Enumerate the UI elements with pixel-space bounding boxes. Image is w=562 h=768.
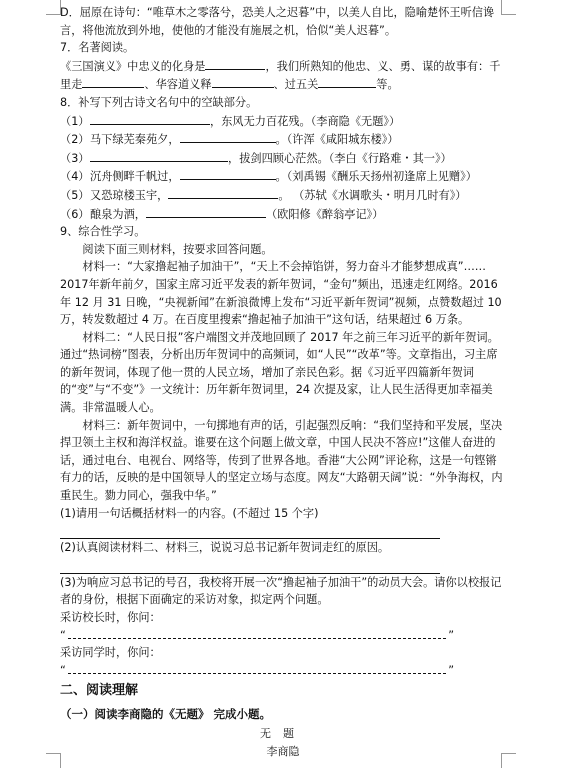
fill-item-4: （4） 沉舟侧畔千帆过， 。（刘禹锡《酬乐天扬州初逢席上见赠》） bbox=[60, 167, 506, 186]
fill-item-2: （2） 马下绿芜秦苑夕， 。（许浑《咸阳城东楼》） bbox=[60, 130, 506, 149]
blank[interactable] bbox=[90, 112, 210, 125]
answer-dash-line bbox=[68, 638, 446, 639]
fill-item-3: （3） ，拔剑四顾心茫然。（李白《行路难・其一》） bbox=[60, 149, 506, 168]
blank[interactable] bbox=[205, 57, 265, 70]
fill-item-6: （6） 酿泉为酒， （欧阳修《醉翁亭记》） bbox=[60, 205, 506, 224]
interview-student-label: 采访同学时，你问： bbox=[60, 646, 161, 660]
fill-item-1: （1） ，东风无力百花残。（李商隐《无题》） bbox=[60, 112, 506, 131]
poem-author: 李商隐 bbox=[266, 744, 300, 758]
answer-line-1[interactable] bbox=[60, 525, 440, 539]
fill-item-5: （5） 又恐琼楼玉宇， 。 （苏轼《水调歌头・明月几时有》） bbox=[60, 186, 506, 205]
sub-question-1: (1)请用一句话概括材料一的内容。(不超过 15 个字) bbox=[60, 506, 319, 520]
blank[interactable] bbox=[146, 205, 266, 218]
document-body bbox=[60, 4, 506, 761]
option-d: D．屈原在诗句：“唯草木之零落兮，恐美人之迟暮”中，以美人自比，隐喻楚怀王听信谗言，将他流放到外地，使他的才能没有施展之机，恰似“美人迟暮”。 bbox=[60, 6, 495, 37]
section-2-title: 二、阅读理解 bbox=[60, 683, 139, 699]
question-8-label: 8．补写下列古诗文名句中的空缺部分。 bbox=[60, 95, 258, 109]
question-9-label: 9、综合性学习。 bbox=[60, 225, 146, 239]
interview-principal-answer[interactable]: “ ” bbox=[60, 628, 454, 642]
crop-mark-bottom-left bbox=[46, 753, 61, 768]
answer-dash-line bbox=[68, 673, 446, 674]
material-1: 材料一：“大家撸起袖子加油干”，“天上不会掉馅饼，努力奋斗才能梦想成真”……2017年新年前夕，国家主席习近平发表的新年贺词，“金句”频出，迅速走红网络。2016 年 12 月 31 日晚，“央视新闻”在新浪微博上发布“习近平新年贺词”视频，点赞数超过 10 万，转发数超过 4 万。在百度里搜索“撸起袖子加油干”这句话，结果超过 6 万条。 bbox=[60, 260, 502, 327]
poem-title: 无题 bbox=[260, 727, 306, 741]
sub-question-3: (3)为响应习总书记的号召，我校将开展一次“撸起袖子加油干”的动员大会。请你以校报记者的身份，根据下面确定的采访对象，拟定两个问题。 bbox=[60, 575, 502, 607]
blank[interactable] bbox=[90, 149, 228, 162]
blank[interactable] bbox=[168, 186, 278, 199]
question-9-intro: 阅读下面三则材料，按要求回答问题。 bbox=[82, 242, 273, 256]
interview-principal-label: 采访校长时，你问： bbox=[60, 611, 161, 624]
blank[interactable] bbox=[82, 75, 144, 88]
question-7-text: 《三国演义》中忠义的化身是 ，我们所熟知的他忠、义、勇、谋的故事有：千里走 、华容道义释 、过五关 等。 bbox=[60, 57, 506, 94]
interview-student-answer[interactable]: “ ” bbox=[60, 663, 454, 677]
blank[interactable] bbox=[212, 75, 274, 88]
material-2: 材料二：“人民日报”客户端图文并茂地回顾了 2017 年之前三年习近平的新年贺词。通过“热词榜”图表，分析出历年贺词中的高频词，如“人民”“改革”等。文章指出，习主席的新年贺词，体现了他一贯的人民立场，增加了亲民色彩。据《习近平四篇新年贺词的“变”与“不变”》一文统计：历年新年贺词里，24 次提及家，让人民生活得更加幸福美满。非常温暖人心。 bbox=[60, 330, 499, 415]
sub-question-2: (2)认真阅读材料二、材料三，说说习总书记新年贺词走红的原因。 bbox=[60, 541, 390, 555]
blank[interactable] bbox=[180, 130, 276, 143]
material-3: 材料三：新年贺词中，一句掷地有声的话，引起强烈反响：“我们坚持和平发展，坚决捍卫领土主权和海洋权益。谁要在这个问题上做文章，中国人民决不答应!”这催人奋进的话，通过电台、电视台、网络等，传到了世界各地。香港“大公网”评论称，这是一句铿锵有力的话，反映的是中国领导人的坚定立场与态度。网友“大路朝天阔”说：“外争海权，内重民生。勠力同心，强我中华。” bbox=[60, 418, 503, 503]
question-8-items bbox=[60, 112, 506, 224]
blank[interactable] bbox=[180, 167, 276, 180]
blank[interactable] bbox=[318, 75, 376, 88]
subsection-1-title: （一）阅读李商隐的《无题》 完成小题。 bbox=[60, 707, 272, 722]
crop-mark-top-left bbox=[46, 0, 61, 15]
answer-line-2[interactable] bbox=[60, 560, 440, 574]
question-7-label: 7．名著阅读。 bbox=[60, 41, 135, 55]
